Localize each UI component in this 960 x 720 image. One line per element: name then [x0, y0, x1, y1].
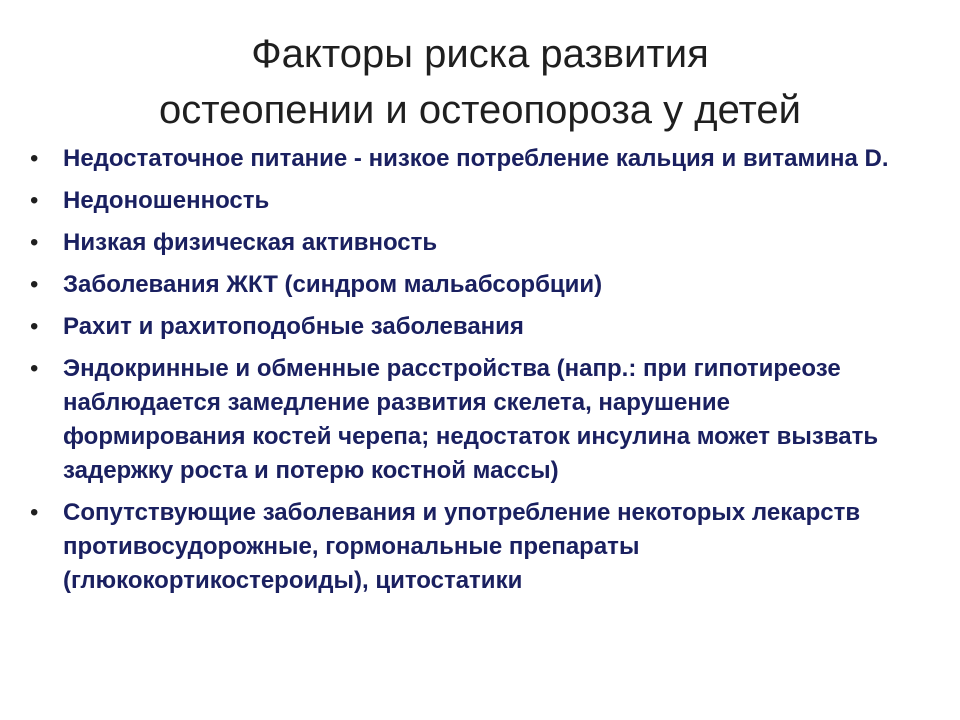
bullet-text: Недостаточное питание - низкое потребление кальция и витамина D. [63, 145, 889, 172]
bullet-item-endocrine [30, 352, 910, 488]
bullet-text: Низкая физическая активность [63, 229, 438, 256]
slide-title-line-1: Факторы риска развития [251, 32, 709, 76]
bullet-item-nutrition [30, 142, 910, 176]
bullet-item-comorbidities-drugs [30, 496, 910, 598]
bullet-text: Заболевания ЖКТ (синдром мальабсорбции) [63, 271, 603, 298]
bullet-text: Сопутствующие заболевания и употребление некоторых лекарств противосудорожные, гормональные препараты (глюкокортикостероиды), цитостатики [63, 499, 861, 594]
bullet-item-rickets [30, 310, 910, 344]
bullet-text: Рахит и рахитоподобные заболевания [63, 313, 524, 340]
bullet-marker: • [30, 271, 39, 298]
slide-title-line-2: остеопении и остеопороза у детей [159, 88, 801, 132]
bullet-marker: • [30, 229, 39, 256]
bullet-marker: • [30, 499, 39, 526]
bullet-item-prematurity [30, 184, 910, 218]
bullet-marker: • [30, 355, 39, 382]
bullet-marker: • [30, 187, 39, 214]
bullet-text: Недоношенность [63, 187, 270, 214]
bullet-marker: • [30, 145, 39, 172]
bullet-item-gi-disease [30, 268, 910, 302]
bullet-list [30, 142, 910, 606]
bullet-text: Эндокринные и обменные расстройства (напр.: при гипотиреозе наблюдается замедление развития скелета, нарушение формирования костей черепа; недостаток инсулина может вызвать задержку роста и потерю костной массы) [63, 355, 879, 484]
bullet-item-low-activity [30, 226, 910, 260]
bullet-marker: • [30, 313, 39, 340]
slide-title [0, 26, 960, 138]
